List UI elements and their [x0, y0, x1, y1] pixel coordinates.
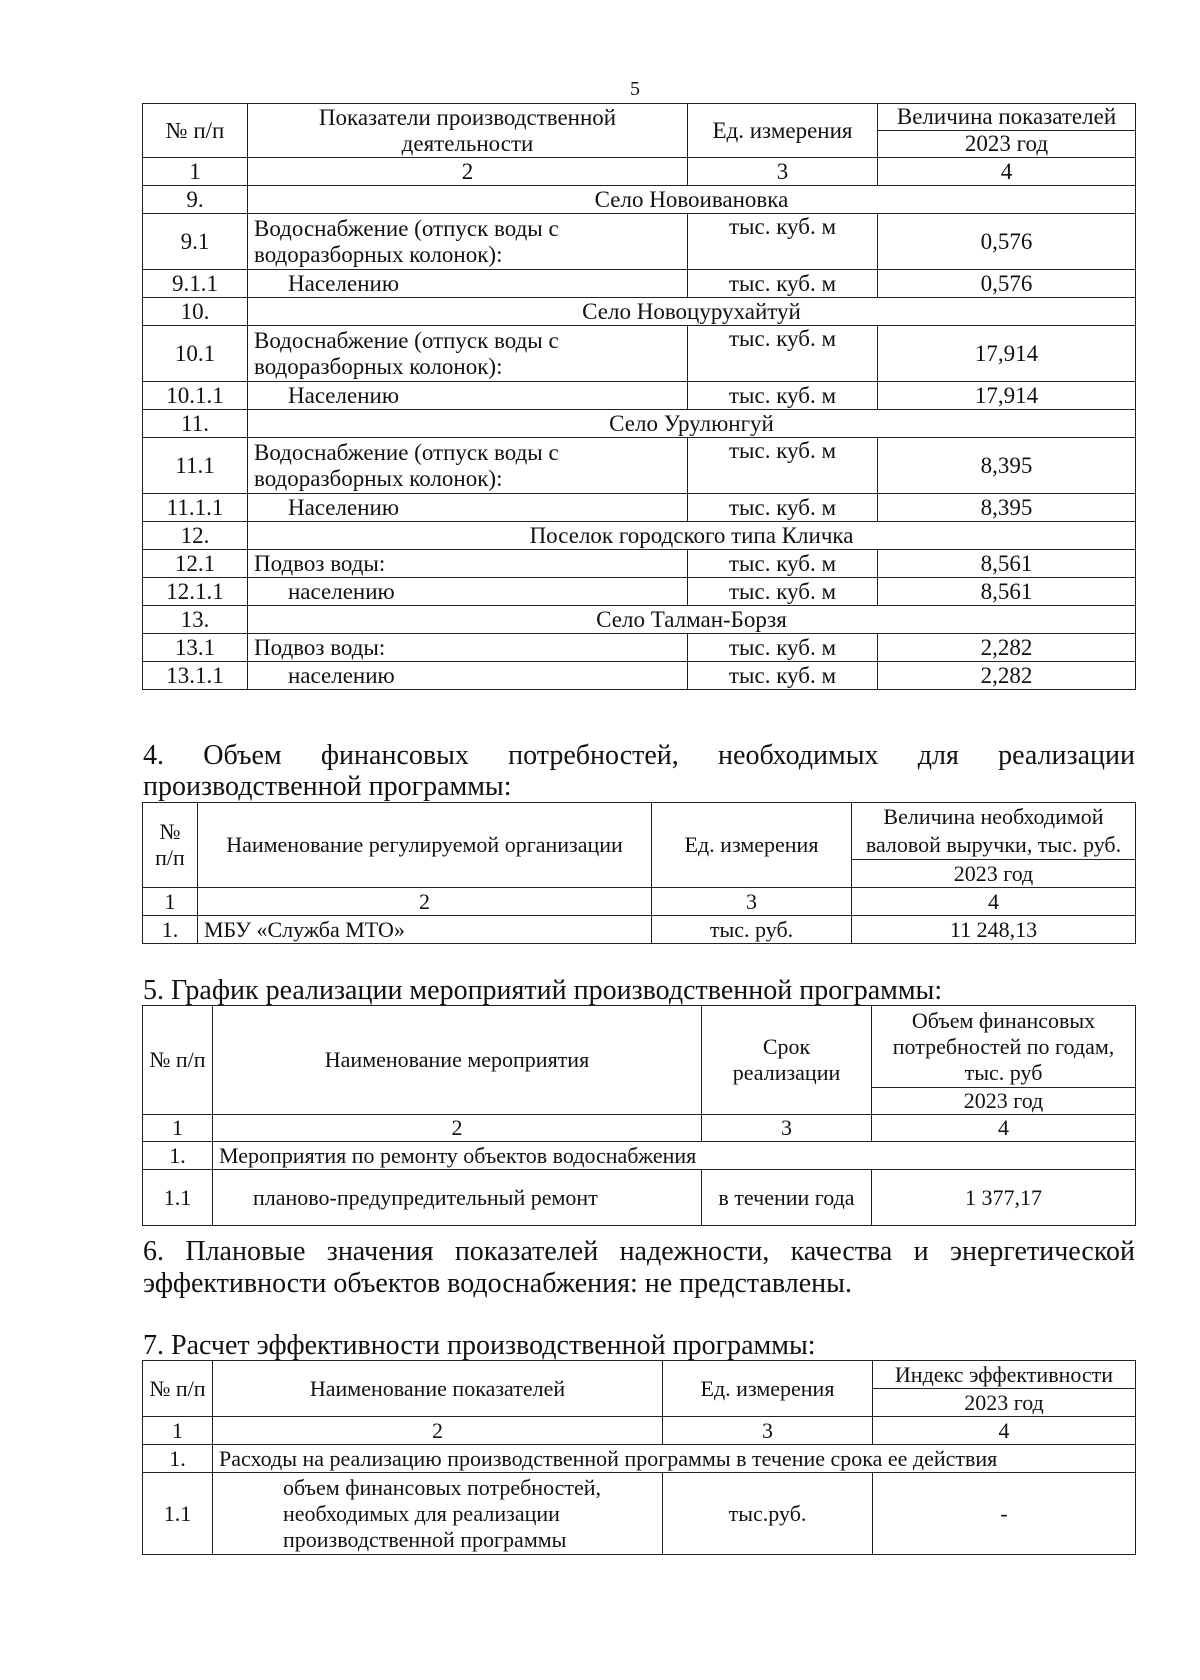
section-6-line1: 6. Плановые значения показателей надежности, качества и энергетической [143, 1236, 1135, 1267]
row-num: 11.1 [143, 438, 248, 494]
header-year: 2023 год [872, 1088, 1136, 1115]
row-unit: тыс. куб. м [688, 214, 878, 270]
row-num: 1. [143, 916, 198, 944]
table-row [143, 662, 1136, 690]
header-term: Срок реализации [702, 1006, 872, 1115]
group-row [143, 606, 1136, 634]
row-value: 8,561 [878, 578, 1136, 606]
row-unit: тыс. куб. м [688, 634, 878, 662]
row-value: 8,395 [878, 438, 1136, 494]
row-value: 1 377,17 [872, 1170, 1136, 1226]
col-number: 1 [143, 1417, 213, 1445]
production-indicators-table [142, 103, 1136, 690]
row-unit: тыс. куб. м [688, 270, 878, 298]
section-4-heading-cont: производственной программы: [143, 771, 512, 802]
row-org: МБУ «Служба МТО» [198, 916, 652, 944]
row-value: - [873, 1473, 1136, 1555]
group-num: 13. [143, 606, 248, 634]
row-value: 8,561 [878, 550, 1136, 578]
row-num: 10.1.1 [143, 382, 248, 410]
section-5-heading: 5. График реализации мероприятий производственной программы: [143, 975, 943, 1006]
table-row [143, 916, 1136, 944]
col-number: 2 [198, 888, 652, 916]
header-name: Наименование показателей [213, 1361, 663, 1417]
row-name: планово-предупредительный ремонт [213, 1170, 702, 1226]
row-unit: тыс. куб. м [688, 438, 878, 494]
row-name: населению [248, 578, 688, 606]
table-row [143, 270, 1136, 298]
row-num: 1.1 [143, 1473, 213, 1555]
group-row [143, 1445, 1136, 1473]
group-row [143, 298, 1136, 326]
header-value: Индекс эффективности [873, 1361, 1136, 1389]
row-unit: тыс. куб. м [688, 326, 878, 382]
group-title: Село Новоивановка [248, 186, 1136, 214]
table-row [143, 494, 1136, 522]
group-row [143, 186, 1136, 214]
group-num: 12. [143, 522, 248, 550]
header-name: Наименование мероприятия [213, 1006, 702, 1115]
row-num: 10.1 [143, 326, 248, 382]
group-num: 10. [143, 298, 248, 326]
row-name: Водоснабжение (отпуск воды с водоразборных колонок): [248, 214, 688, 270]
group-title: Поселок городского типа Кличка [248, 522, 1136, 550]
row-name: Водоснабжение (отпуск воды с водоразборных колонок): [248, 326, 688, 382]
col-number: 3 [652, 888, 852, 916]
section-7-heading: 7. Расчет эффективности производственной программы: [143, 1330, 816, 1361]
financial-needs-table [142, 802, 1136, 944]
group-num: 1. [143, 1142, 213, 1170]
table-row [143, 326, 1136, 382]
group-title: Село Урулюнгуй [248, 410, 1136, 438]
header-year: 2023 год [852, 860, 1136, 888]
schedule-table [142, 1005, 1136, 1226]
row-name: Населению [248, 494, 688, 522]
header-num: № п/п [143, 803, 198, 888]
row-term: в течении года [702, 1170, 872, 1226]
row-value: 2,282 [878, 634, 1136, 662]
col-number: 4 [878, 158, 1136, 186]
col-number: 1 [143, 1115, 213, 1142]
row-unit: тыс.руб. [663, 1473, 873, 1555]
row-num: 9.1.1 [143, 270, 248, 298]
header-value: Величина показателей [878, 104, 1136, 131]
row-unit: тыс. куб. м [688, 662, 878, 690]
row-unit: тыс. куб. м [688, 494, 878, 522]
table-row [143, 550, 1136, 578]
row-name: Водоснабжение (отпуск воды с водоразборных колонок): [248, 438, 688, 494]
col-number: 4 [872, 1115, 1136, 1142]
col-number: 2 [213, 1417, 663, 1445]
row-value: 17,914 [878, 382, 1136, 410]
page-number: 5 [630, 78, 640, 100]
group-num: 9. [143, 186, 248, 214]
col-number: 3 [702, 1115, 872, 1142]
row-name: Населению [248, 270, 688, 298]
group-num: 11. [143, 410, 248, 438]
header-num: № п/п [143, 1006, 213, 1115]
table-row [143, 382, 1136, 410]
header-indicator: Показатели производственной деятельности [248, 104, 688, 158]
group-row [143, 522, 1136, 550]
section-6-line2: эффективности объектов водоснабжения: не представлены. [143, 1268, 852, 1299]
header-year: 2023 год [873, 1389, 1136, 1417]
col-number: 4 [873, 1417, 1136, 1445]
group-row [143, 410, 1136, 438]
header-org: Наименование регулируемой организации [198, 803, 652, 888]
row-num: 13.1.1 [143, 662, 248, 690]
header-unit: Ед. измерения [688, 104, 878, 158]
col-number: 1 [143, 888, 198, 916]
col-number: 2 [248, 158, 688, 186]
row-num: 11.1.1 [143, 494, 248, 522]
table-row [143, 578, 1136, 606]
group-row [143, 1142, 1136, 1170]
group-title: Мероприятия по ремонту объектов водоснабжения [213, 1142, 1136, 1170]
group-title: Село Новоцурухайтуй [248, 298, 1136, 326]
table-row [143, 214, 1136, 270]
header-num: № п/п [143, 104, 248, 158]
group-title: Село Талман-Борзя [248, 606, 1136, 634]
table-row [143, 438, 1136, 494]
row-name: Подвоз воды: [248, 634, 688, 662]
row-value: 0,576 [878, 214, 1136, 270]
row-name: Подвоз воды: [248, 550, 688, 578]
col-number: 1 [143, 158, 248, 186]
group-num: 1. [143, 1445, 213, 1473]
col-number: 3 [688, 158, 878, 186]
header-num: № п/п [143, 1361, 213, 1417]
row-value: 2,282 [878, 662, 1136, 690]
row-unit: тыс. куб. м [688, 578, 878, 606]
row-num: 13.1 [143, 634, 248, 662]
col-number: 3 [663, 1417, 873, 1445]
header-unit: Ед. измерения [663, 1361, 873, 1417]
row-name: населению [248, 662, 688, 690]
row-num: 1.1 [143, 1170, 213, 1226]
row-name: Населению [248, 382, 688, 410]
row-num: 9.1 [143, 214, 248, 270]
header-unit: Ед. измерения [652, 803, 852, 888]
header-year: 2023 год [878, 131, 1136, 158]
row-num: 12.1 [143, 550, 248, 578]
table-body [143, 186, 1136, 690]
header-value: Величина необходимой валовой выручки, тыс. руб. [852, 803, 1136, 860]
row-unit: тыс. куб. м [688, 550, 878, 578]
row-unit: тыс. руб. [652, 916, 852, 944]
section-4-heading: 4. Объем финансовых потребностей, необходимых для реализации [143, 740, 1135, 771]
row-value: 11 248,13 [852, 916, 1136, 944]
table-row [143, 1170, 1136, 1226]
row-value: 0,576 [878, 270, 1136, 298]
col-number: 4 [852, 888, 1136, 916]
col-number: 2 [213, 1115, 702, 1142]
table-row [143, 1473, 1136, 1555]
row-value: 8,395 [878, 494, 1136, 522]
table-row [143, 634, 1136, 662]
efficiency-table [142, 1360, 1136, 1555]
row-name: объем финансовых потребностей, необходимых для реализации производственной программы [213, 1473, 663, 1555]
row-num: 12.1.1 [143, 578, 248, 606]
row-value: 17,914 [878, 326, 1136, 382]
header-value: Объем финансовых потребностей по годам, тыс. руб [872, 1006, 1136, 1088]
row-unit: тыс. куб. м [688, 382, 878, 410]
group-title: Расходы на реализацию производственной программы в течение срока ее действия [213, 1445, 1136, 1473]
